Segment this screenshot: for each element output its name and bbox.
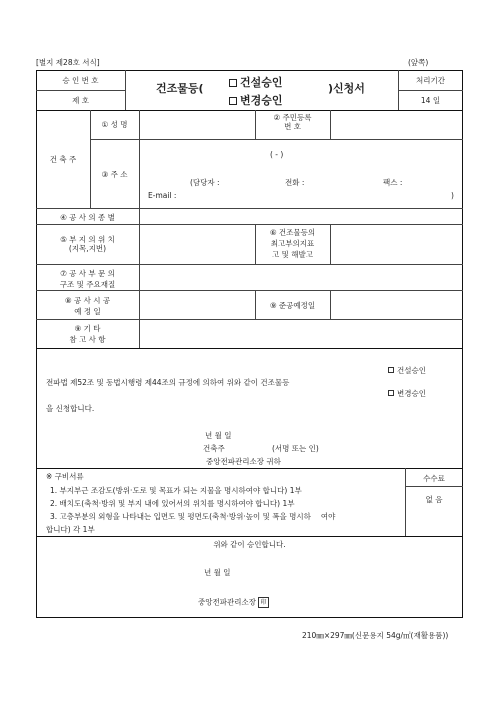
approval-number-label: 승 인 번 호 <box>62 76 99 85</box>
rrn-label: ② 주민등록 번 호 <box>273 113 312 132</box>
approval-date: 년 월 일 <box>204 568 231 577</box>
completion-date-label: ⑨ 준공예정일 <box>269 301 316 310</box>
required-doc-3-cont: 합니다) 각 1부 <box>46 525 95 534</box>
height-field[interactable] <box>332 226 461 262</box>
required-doc-1: 1. 부지부근 조감도(방위·도로 및 목표가 되는 지물을 명시하여야 합니다) 1부 <box>50 486 302 495</box>
approval-statement: 위와 같이 승인합니다. <box>213 540 286 549</box>
statement-text-line2: 을 신청합니다. <box>46 404 95 413</box>
receipt-number-label: 제 호 <box>72 96 89 105</box>
checkbox-icon[interactable] <box>388 367 394 373</box>
form-title-prefix: 건조물등( <box>156 82 204 95</box>
structure-material-field[interactable] <box>141 266 461 288</box>
fee-label: 수수료 <box>423 474 445 483</box>
work-type-field[interactable] <box>141 210 461 222</box>
paper-spec: 210㎜×297㎜(신문용지 54g/㎡(재활용품)) <box>302 631 449 640</box>
rrn-field[interactable] <box>332 112 461 137</box>
construction-start-label: ⑧ 공 사 시 공 예 정 일 <box>64 296 111 317</box>
name-field[interactable] <box>141 112 253 137</box>
contact-person-label: (담당자 : <box>190 178 220 187</box>
work-type-label: ④ 공 사 의 종 별 <box>60 213 115 222</box>
seal-icon: 印 <box>258 597 269 608</box>
address-phone-paren: ( - ) <box>270 150 284 159</box>
statement-text-line1: 전파법 제52조 및 동법시행령 제44조의 규정에 의하여 위와 같이 건조물등 <box>46 378 290 387</box>
height-label: ⑥ 건조물등의 최고부의지표 고 및 해발고 <box>269 228 316 259</box>
applicant-group-label: 건 축 주 <box>49 155 77 164</box>
fee-value: 없 음 <box>425 495 443 504</box>
approval-authority: 중앙전파관리소장 印 <box>198 597 269 608</box>
remarks-field[interactable] <box>141 321 461 346</box>
site-location-label: ⑤ 부 지 의 위 치 (지목,지번) <box>60 235 115 254</box>
email-label: E-mail : <box>148 191 177 200</box>
remarks-label: ⑨ 기 타 참 고 사 항 <box>69 324 106 345</box>
completion-date-field[interactable] <box>332 292 461 317</box>
checkbox-icon[interactable] <box>229 79 237 87</box>
name-label: ① 성 명 <box>101 120 128 129</box>
processing-period-value: 14 일 <box>420 96 441 105</box>
title-option-change: 변경승인 <box>229 92 283 108</box>
address-label: ③ 주 소 <box>101 170 128 179</box>
contact-close-paren: ) <box>451 191 454 200</box>
statement-option-change: 변경승인 <box>388 389 426 398</box>
required-docs-title: ※ 구비서류 <box>46 472 84 481</box>
processing-period-label: 처리기간 <box>416 76 445 85</box>
required-doc-3: 3. 고층부분의 외형을 나타내는 입면도 및 평면도(축척·방위·높이 및 폭을 명시하 여야 <box>50 512 336 521</box>
application-date: 년 월 일 <box>205 431 232 440</box>
structure-material-label: ⑦ 공 사 부 문 의 구조 및 주요재질 <box>59 269 116 290</box>
form-title-suffix: )신청서 <box>328 82 365 95</box>
construction-start-field[interactable] <box>141 292 253 317</box>
address-field[interactable] <box>141 141 461 206</box>
site-location-field[interactable] <box>141 226 253 262</box>
recipient-line: 중앙전파관리소장 귀하 <box>206 457 281 466</box>
signature-field[interactable]: (서명 또는 인) <box>272 444 319 453</box>
fax-label: 팩스 : <box>383 178 403 187</box>
form-number: [별지 제28호 서식] <box>36 58 100 67</box>
applicant-sign-label: 건축주 <box>203 444 225 453</box>
title-option-construction: 건설승인 <box>229 74 283 90</box>
phone-label: 전화 : <box>285 178 305 187</box>
checkbox-icon[interactable] <box>229 97 237 105</box>
front-side-label: (앞쪽) <box>408 58 429 67</box>
checkbox-icon[interactable] <box>388 390 394 396</box>
required-doc-2: 2. 배치도(축척·방위 및 부지 내에 있어서의 위치를 명시하여야 합니다) 1부 <box>50 499 295 508</box>
statement-option-construction: 건설승인 <box>388 366 426 375</box>
